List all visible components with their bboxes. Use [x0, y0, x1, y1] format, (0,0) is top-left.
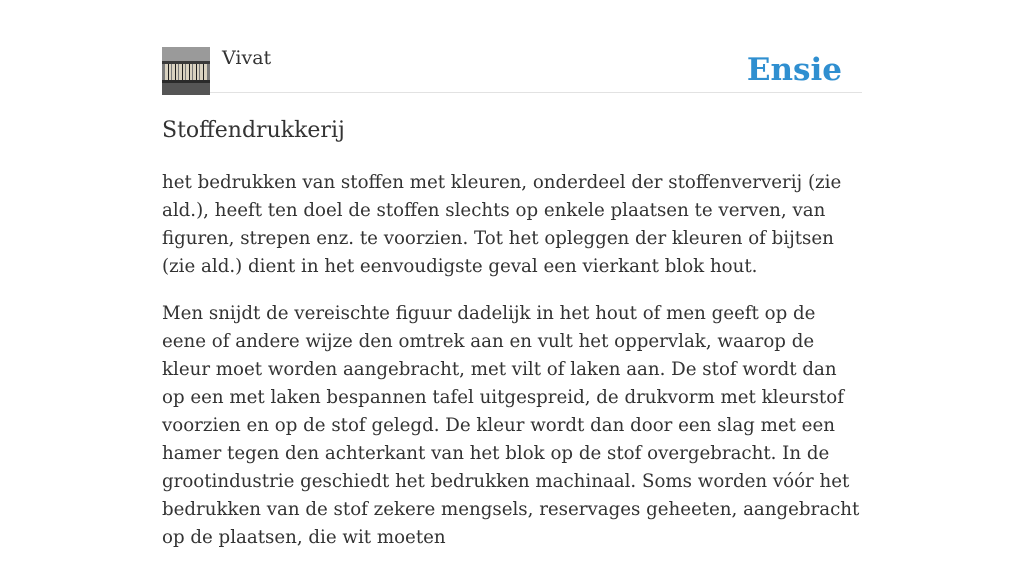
- header: [162, 46, 862, 93]
- source-name[interactable]: Vivat: [222, 47, 272, 69]
- source-avatar[interactable]: [162, 47, 210, 95]
- brand-logo[interactable]: Ensie: [746, 52, 842, 88]
- article-body: [162, 169, 862, 571]
- article-page: [162, 0, 862, 548]
- bookshelf-icon: [162, 47, 210, 95]
- article-title: Stoffendrukkerij: [162, 118, 345, 143]
- paragraph: Men snijdt de vereischte figuur dadelijk in het hout of men geeft op de eene of andere wijze den omtrek aan en vult het oppervlak, waarop de kleur moet worden aangebracht, met vilt of laken aan. De stof wordt dan op een met laken bespannen tafel uitgespreid, de drukvorm met kleurstof voorzien en op de stof gelegd. De kleur wordt dan door een slag met een hamer tegen den achterkant van het blok op de stof overgebracht. In de grootindustrie geschiedt het bedrukken machinaal. Soms worden vóór het bedrukken van de stof zekere mengsels, reservages geheeten, aangebracht op de plaatsen, die wit moeten: [162, 303, 860, 548]
- paragraph: het bedrukken van stoffen met kleuren, onderdeel der stoffenververij (zie ald.), heeft ten doel de stoffen slechts op enkele plaatsen te verven, van figuren, strepen enz. te voorzien. Tot het opleggen der kleuren of bijtsen (zie ald.) dient in het eenvoudigste geval een vierkant blok hout.: [162, 172, 842, 277]
